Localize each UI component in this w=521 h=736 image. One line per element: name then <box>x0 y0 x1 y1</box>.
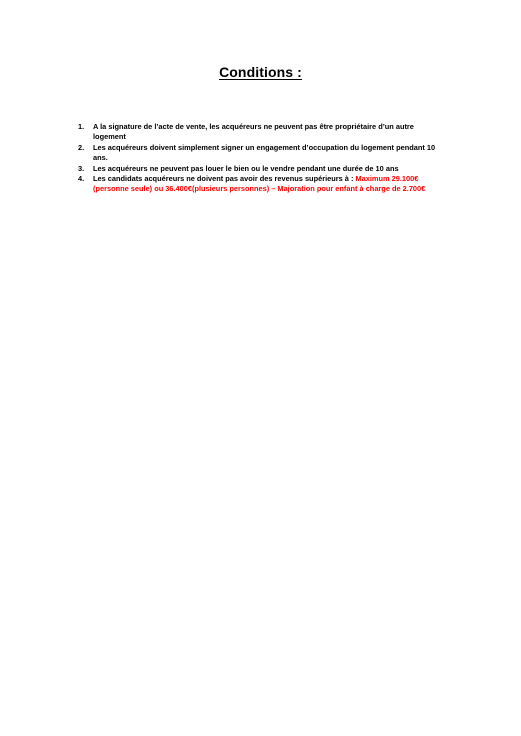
condition-text: Les acquéreurs doivent simplement signer un engagement d’occupation du logement pendant 10 ans. <box>93 142 436 163</box>
condition-item-1 <box>74 122 446 143</box>
condition-item-4 <box>74 174 446 195</box>
page-title: Conditions : <box>219 64 302 80</box>
condition-item-3 <box>74 164 446 174</box>
condition-number: 4. <box>78 174 85 184</box>
income-limit-highlight: Maximum 29.100€ (personne seule) ou 36.400€(plusieurs personnes) – Majoration pour enfant à charge de 2.700€ <box>93 174 426 194</box>
conditions-list <box>74 122 446 195</box>
condition-text: A la signature de l’acte de vente, les acquéreurs ne peuvent pas être propriétaire d’un autre logement <box>93 122 414 142</box>
condition-number: 2. <box>78 142 85 152</box>
condition-item-2 <box>74 143 446 164</box>
condition-number: 1. <box>78 122 85 131</box>
condition-text: Les acquéreurs ne peuvent pas louer le bien ou le vendre pendant une durée de 10 ans <box>93 163 399 173</box>
condition-text: Les candidats acquéreurs ne doivent pas avoir des revenus supérieurs à : <box>93 174 356 184</box>
condition-number: 3. <box>78 163 85 173</box>
